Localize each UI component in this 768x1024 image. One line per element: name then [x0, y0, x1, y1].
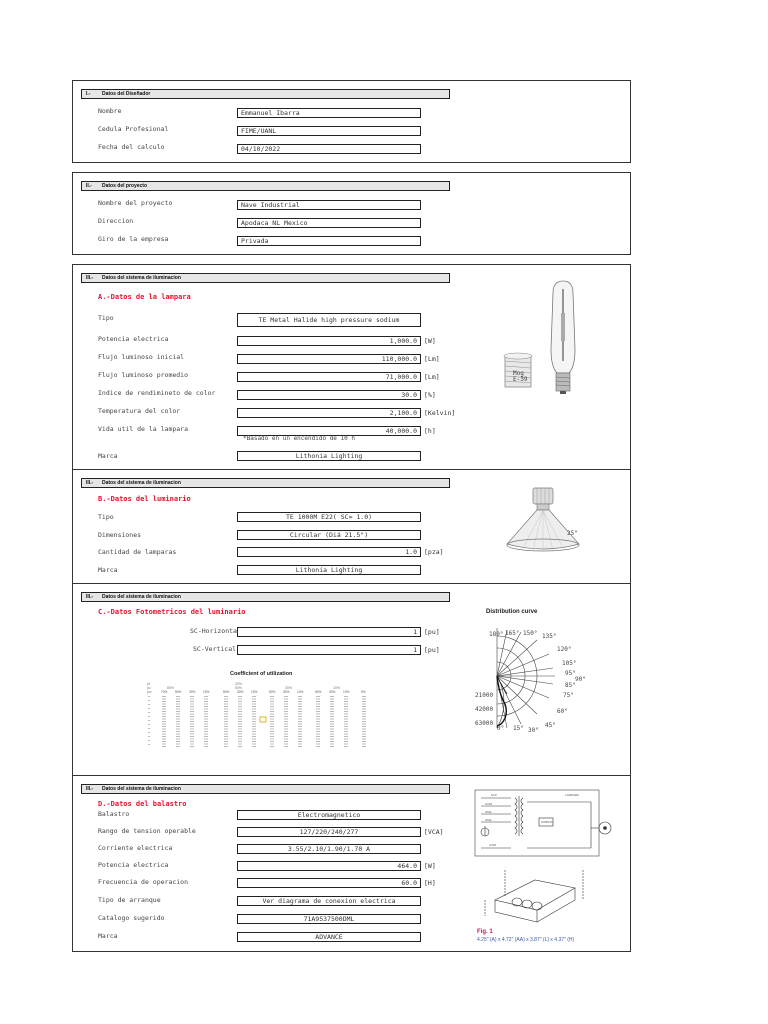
field-label: Frecuencia de operacion: [98, 878, 189, 886]
start-type-field[interactable]: Ver diagrama de conexion electrica: [237, 896, 421, 906]
candela-label: 42000: [475, 706, 494, 713]
svg-text:10%: 10%: [251, 690, 258, 694]
svg-text:30%: 30%: [329, 690, 336, 694]
curve-angle-label: 165°: [505, 630, 520, 637]
field-label: Tipo: [98, 513, 114, 521]
svg-text:50%: 50%: [175, 690, 182, 694]
field-label: SC-Vertical: [193, 645, 237, 653]
unit-label: [pza]: [424, 548, 444, 556]
field-label: Marca: [98, 932, 118, 940]
svg-text:30%: 30%: [189, 690, 196, 694]
curve-angle-label: 135°: [542, 633, 557, 640]
cu-table: [145, 680, 375, 752]
svg-text:80%: 80%: [167, 686, 175, 690]
unit-label: [pu]: [424, 628, 440, 636]
svg-text:pf: pf: [147, 682, 150, 686]
candela-label: 63000: [475, 720, 494, 727]
sc-vertical-field[interactable]: 1: [237, 645, 421, 655]
field-label: Marca: [98, 566, 118, 574]
lamp-power-field[interactable]: 1,000.0: [237, 336, 421, 346]
section-ballast: [72, 775, 631, 952]
section-photometric: [72, 583, 631, 776]
curve-angle-label: 150°: [523, 630, 538, 637]
svg-text:COM: COM: [485, 802, 492, 806]
unit-label: [W]: [424, 862, 436, 870]
svg-text:30%: 30%: [237, 690, 244, 694]
diameter-label: 25": [567, 530, 578, 537]
field-label: Giro de la empresa: [98, 235, 169, 243]
lamp-count-field[interactable]: 1.0: [237, 547, 421, 557]
lamp-brand-field[interactable]: Lithonia Lighting: [237, 451, 421, 461]
section-header: I.- Datos del Diseñador: [81, 89, 450, 99]
catalog-field[interactable]: 71A9537500DML: [237, 914, 421, 924]
svg-text:50%: 50%: [269, 690, 276, 694]
svg-text:30%: 30%: [285, 686, 293, 690]
field-label: SC-Horizonta: [190, 627, 237, 635]
curve-angle-label: 0°: [497, 725, 505, 732]
curve-angle-label: 180°: [489, 631, 504, 638]
wiring-diagram: [471, 788, 619, 860]
unit-label: [VCA]: [424, 828, 444, 836]
curve-angle-label: 75°: [563, 692, 574, 699]
curve-angle-label: 95°: [565, 670, 576, 677]
professional-id-field[interactable]: FIME/UANL: [237, 126, 421, 136]
lamp-life-field[interactable]: 40,000.0: [237, 426, 421, 436]
svg-text:10%: 10%: [297, 690, 304, 694]
svg-text:COM: COM: [489, 843, 496, 847]
unit-label: [pu]: [424, 646, 440, 654]
section-project: [72, 172, 631, 255]
field-label: Corriente electrica: [98, 844, 173, 852]
curve-angle-label: 90°: [575, 676, 586, 683]
field-label: Marca: [98, 452, 118, 460]
field-label: Rango de tension operable: [98, 827, 196, 835]
field-label: Flujo luminoso inicial: [98, 353, 185, 361]
subsection-title: D.-Datos del balastro: [98, 800, 187, 808]
field-label: Vida util de la lampara: [98, 425, 189, 433]
color-index-field[interactable]: 30.0: [237, 390, 421, 400]
business-type-field[interactable]: Privada: [237, 236, 421, 246]
field-label: Cantidad de lamparas: [98, 548, 177, 556]
initial-flux-field[interactable]: 110,000.0: [237, 354, 421, 364]
svg-text:50%: 50%: [315, 690, 322, 694]
field-label: Balastro: [98, 810, 130, 818]
cu-title: Coefficient of utilization: [230, 671, 293, 677]
ballast-type-field[interactable]: Electromagnetico: [237, 810, 421, 820]
unit-label: [Lm]: [424, 373, 440, 381]
svg-text:30%: 30%: [283, 690, 290, 694]
field-label: Cedula Profesional: [98, 125, 169, 133]
svg-text:20%: 20%: [235, 682, 243, 686]
ballast-brand-field[interactable]: ADVANCE: [237, 932, 421, 942]
figure-label: Fig. 1: [477, 929, 493, 935]
section-lamp: [72, 264, 631, 470]
field-label: Potencia electrica: [98, 335, 169, 343]
field-label: Flujo luminoso promedio: [98, 371, 189, 379]
subsection-title: A.-Datos de la lampara: [98, 293, 191, 301]
frequency-field[interactable]: 60.0: [237, 878, 421, 888]
average-flux-field[interactable]: 71,000.0: [237, 372, 421, 382]
color-temp-field[interactable]: 2,100.0: [237, 408, 421, 418]
svg-text:0%: 0%: [361, 690, 366, 694]
lamp-image: [493, 279, 603, 399]
svg-text:50%: 50%: [235, 686, 243, 690]
field-label: Nombre del proyecto: [98, 199, 173, 207]
field-label: Direccion: [98, 217, 134, 225]
unit-label: [W]: [424, 337, 436, 345]
svg-text:50%: 50%: [223, 690, 230, 694]
current-field[interactable]: 3.55/2.10/1.90/1.70 A: [237, 844, 421, 854]
svg-text:UMA: UMA: [485, 818, 492, 822]
field-label: Indice de rendimineto de color: [98, 389, 216, 397]
voltage-range-field[interactable]: 127/220/240/277: [237, 827, 421, 837]
designer-name-field[interactable]: Emmanuel Ibarra: [237, 108, 421, 118]
subsection-title: C.-Datos Fotometricos del luminario: [98, 608, 246, 616]
section-header: III.- Datos del sistema de iluminacion: [81, 592, 450, 602]
unit-label: [H]: [424, 879, 436, 887]
svg-text:10%: 10%: [343, 690, 350, 694]
section-header: III.- Datos del sistema de iluminacion: [81, 273, 450, 283]
luminaire-brand-field[interactable]: Lithonia Lighting: [237, 565, 421, 575]
luminaire-image: [503, 482, 583, 560]
dimensions-field[interactable]: Circular (Diá 21.5"): [237, 530, 421, 540]
base-label: Mog: [513, 370, 524, 377]
curve-angle-label: 15°: [513, 725, 524, 732]
curve-title: Distribution curve: [486, 609, 538, 615]
svg-text:10%: 10%: [203, 690, 210, 694]
curve-angle-label: 105°: [562, 660, 577, 667]
ballast-power-field[interactable]: 464.0: [237, 861, 421, 871]
field-label: Tipo: [98, 314, 114, 322]
field-label: Potencia electrica: [98, 861, 169, 869]
field-label: Tipo de arranque: [98, 896, 161, 904]
svg-text:pc: pc: [147, 686, 151, 690]
unit-label: [h]: [424, 427, 436, 435]
curve-angle-label: 60°: [557, 708, 568, 715]
field-label: Dimensiones: [98, 531, 142, 539]
field-label: Catalogo sugerido: [98, 914, 165, 922]
svg-text:10%: 10%: [333, 686, 341, 690]
project-name-field[interactable]: Nave Industrial: [237, 200, 421, 210]
svg-text:pw: pw: [147, 690, 152, 694]
address-field[interactable]: Apodaca NL Mexico: [237, 218, 421, 228]
section-luminaire: [72, 469, 631, 584]
subsection-title: B.-Datos del luminario: [98, 495, 191, 503]
figure-dimensions: 4.25" (A) x 4.72" (AA) x 3.87" (L) x 4.37" (H): [477, 937, 575, 943]
svg-text:UMA: UMA: [485, 810, 492, 814]
lamp-life-note: *Basado en un encendido de 10 h: [243, 435, 355, 442]
svg-text:OLP: OLP: [491, 793, 498, 797]
section-header: II.- Datos del proyecto: [81, 181, 450, 191]
field-label: Temperatura del color: [98, 407, 181, 415]
svg-text:LAMPARA: LAMPARA: [565, 793, 580, 797]
field-label: Nombre: [98, 107, 122, 115]
curve-angle-label: 45°: [545, 722, 556, 729]
calc-date-field[interactable]: 04/10/2022: [237, 144, 421, 154]
section-header: III.- Datos del sistema de iluminacion: [81, 478, 450, 488]
section-designer: [72, 80, 631, 163]
luminaire-type-field[interactable]: TE 1000M E22( SC= 1.0): [237, 512, 421, 522]
curve-angle-label: 85°: [565, 682, 576, 689]
base-label: E-39: [513, 376, 528, 383]
svg-text:SUBSTA: SUBSTA: [541, 820, 553, 824]
curve-angle-label: 120°: [557, 646, 572, 653]
sc-horizontal-field[interactable]: 1: [237, 627, 421, 637]
lamp-type-field[interactable]: TE Metal Halide high pressure sodium: [237, 313, 421, 327]
unit-label: [%]: [424, 391, 436, 399]
candela-label: 21000: [475, 692, 494, 699]
unit-label: [Lm]: [424, 355, 440, 363]
field-label: Fecha del calculo: [98, 143, 165, 151]
svg-text:70%: 70%: [161, 690, 168, 694]
section-header: III.- Datos del sistema de iluminacion: [81, 784, 450, 794]
unit-label: [Kelvin]: [424, 409, 456, 417]
curve-angle-label: 30°: [528, 727, 539, 734]
ballast-dimension-drawing: [475, 860, 595, 930]
